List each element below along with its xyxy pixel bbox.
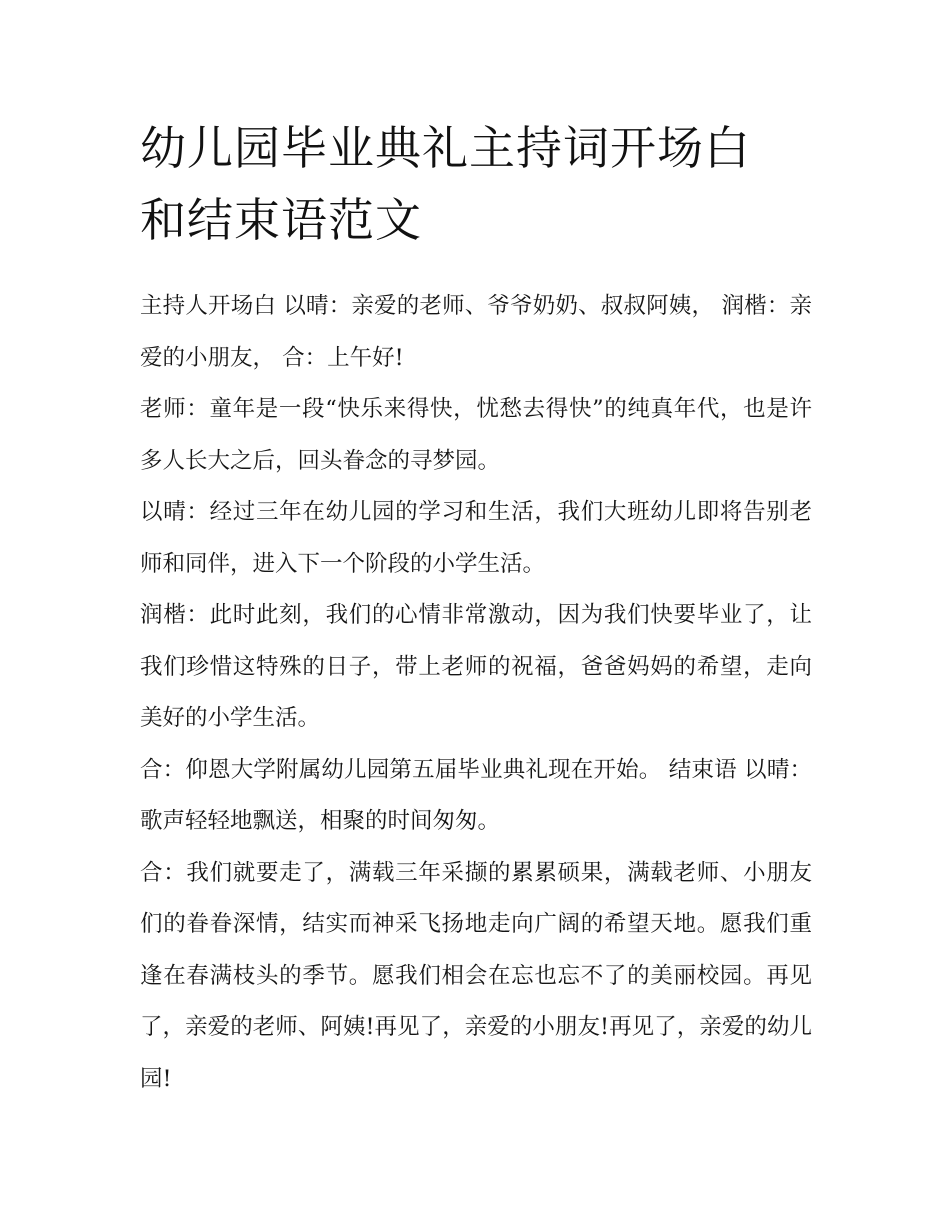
document-title-line-1: 幼儿园毕业典礼主持词开场白 (140, 121, 751, 175)
paragraph-together-closing: 合：我们就要走了，满载三年采撷的累累硕果，满载老师、小朋友们的眷眷深情，结实而神采飞扬地走向广阔的希望天地。愿我们重逢在春满枝头的季节。愿我们相会在忘也忘不了的美丽校园。再见了，亲爱的老师、阿姨!再见了，亲爱的小朋友!再见了，亲爱的幼儿园! (140, 859, 812, 1092)
document-title (140, 112, 830, 256)
document-body (140, 281, 812, 1105)
paragraph-teacher: 老师：童年是一段“快乐来得快，忧愁去得快”的纯真年代，也是许多人长大之后，回头眷念的寻梦园。 (140, 396, 812, 474)
document-title-line-2: 和结束语范文 (140, 193, 422, 247)
paragraph-opening: 主持人开场白 以晴：亲爱的老师、爷爷奶奶、叔叔阿姨， 润楷：亲爱的小朋友， 合：上午好! (140, 293, 812, 371)
paragraph-together-start: 合：仰恩大学附属幼儿园第五届毕业典礼现在开始。 结束语 以晴：歌声轻轻地飘送，相聚的时间匆匆。 (140, 756, 812, 834)
paragraph-runkai: 润楷：此时此刻，我们的心情非常激动，因为我们快要毕业了，让我们珍惜这特殊的日子，带上老师的祝福，爸爸妈妈的希望，走向美好的小学生活。 (140, 602, 812, 731)
paragraph-yiqing: 以晴：经过三年在幼儿园的学习和生活，我们大班幼儿即将告别老师和同伴，进入下一个阶段的小学生活。 (140, 499, 812, 577)
